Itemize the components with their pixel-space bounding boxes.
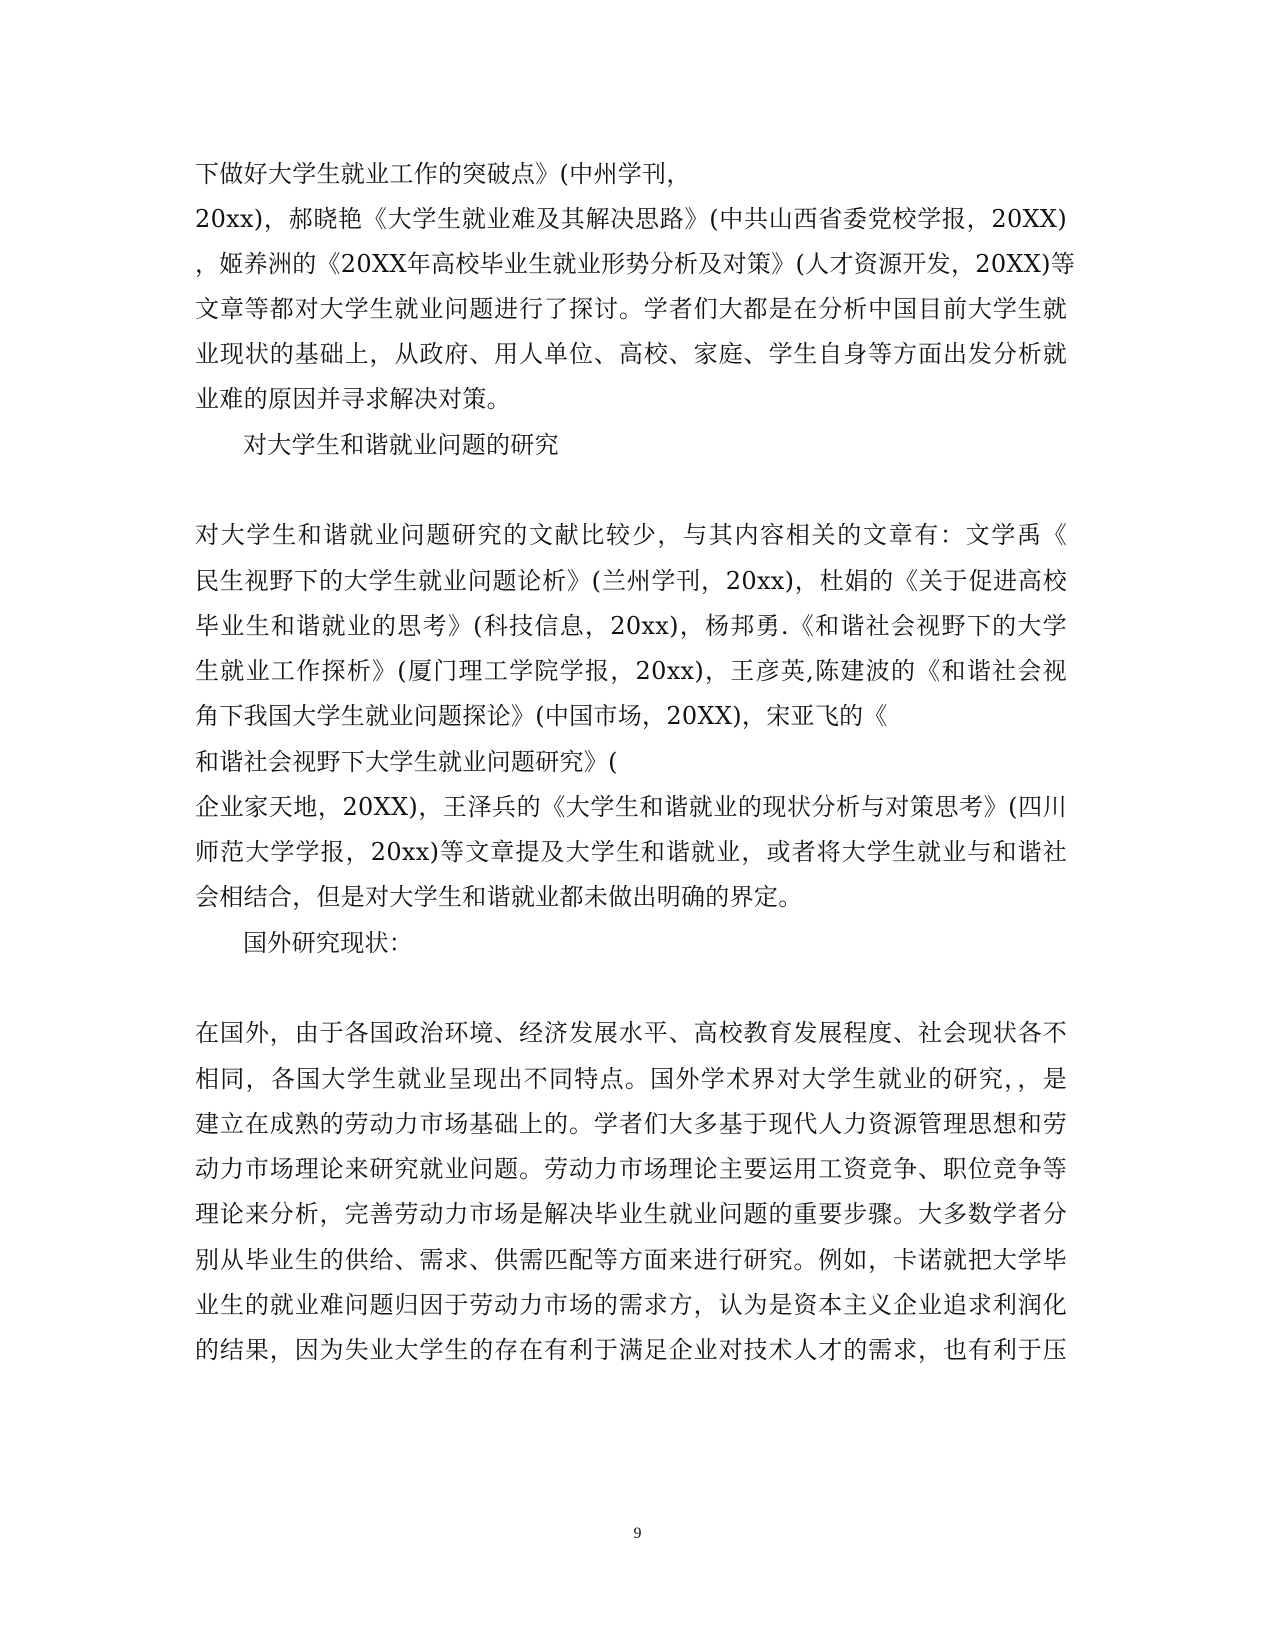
text-line: 别从毕业生的供给、需求、供需匹配等方面来进行研究。例如，卡诺就把大学毕 bbox=[195, 1246, 1067, 1274]
text-line: 业难的原因并寻求解决对策。 bbox=[195, 385, 511, 413]
text-line: 理论来分析，完善劳动力市场是解决毕业生就业问题的重要步骤。大多数学者分 bbox=[195, 1200, 1067, 1228]
text-line: 20xx)，郝晓艳《大学生就业难及其解决思路》(中共山西省委党校学报，20XX) bbox=[195, 205, 1067, 233]
text-line: 会相结合，但是对大学生和谐就业都未做出明确的界定。 bbox=[195, 883, 803, 911]
text-line: 的结果，因为失业大学生的存在有利于满足企业对技术人才的需求，也有利于压 bbox=[195, 1336, 1067, 1364]
text-line: 下做好大学生就业工作的突破点》(中州学刊， bbox=[195, 160, 691, 188]
text-line: 相同，各国大学生就业呈现出不同特点。国外学术界对大学生就业的研究，，是 bbox=[195, 1065, 1067, 1093]
text-line: 在国外，由于各国政治环境、经济发展水平、高校教育发展程度、社会现状各不 bbox=[195, 1019, 1067, 1047]
text-line: 毕业生和谐就业的思考》(科技信息，20xx)，杨邦勇.《和谐社会视野下的大学 bbox=[195, 612, 1067, 640]
section-heading: 国外研究现状： bbox=[243, 929, 414, 957]
text-line: 动力市场理论来研究就业问题。劳动力市场理论主要运用工资竞争、职位竞争等 bbox=[195, 1155, 1067, 1183]
text-line: 角下我国大学生就业问题探论》(中国市场，20XX)，宋亚飞的《 bbox=[195, 702, 888, 730]
text-line: 民生视野下的大学生就业问题论析》(兰州学刊，20xx)，杜娟的《关于促进高校 bbox=[195, 567, 1067, 595]
text-line: ，姬养洲的《20XX年高校毕业生就业形势分析及对策》(人才资源开发，20XX)等 bbox=[195, 250, 1076, 278]
page-number: 9 bbox=[633, 1525, 642, 1542]
text-line: 生就业工作探析》(厦门理工学院学报，20xx)，王彦英,陈建波的《和谐社会视 bbox=[195, 657, 1067, 685]
text-line: 师范大学学报，20xx)等文章提及大学生和谐就业，或者将大学生就业与和谐社 bbox=[195, 838, 1067, 866]
text-line: 建立在成熟的劳动力市场基础上的。学者们大多基于现代人力资源管理思想和劳 bbox=[195, 1110, 1067, 1138]
text-line: 和谐社会视野下大学生就业问题研究》( bbox=[195, 748, 618, 776]
section-heading: 对大学生和谐就业问题的研究 bbox=[243, 431, 559, 459]
text-line: 企业家天地，20XX)，王泽兵的《大学生和谐就业的现状分析与对策思考》(四川 bbox=[195, 793, 1067, 821]
text-line: 业现状的基础上，从政府、用人单位、高校、家庭、学生自身等方面出发分析就 bbox=[195, 340, 1067, 368]
text-line: 文章等都对大学生就业问题进行了探讨。学者们大都是在分析中国目前大学生就 bbox=[195, 295, 1067, 323]
text-line: 业生的就业难问题归因于劳动力市场的需求方，认为是资本主义企业追求利润化 bbox=[195, 1291, 1067, 1319]
text-line: 对大学生和谐就业问题研究的文献比较少，与其内容相关的文章有：文学禹《 bbox=[195, 521, 1067, 549]
